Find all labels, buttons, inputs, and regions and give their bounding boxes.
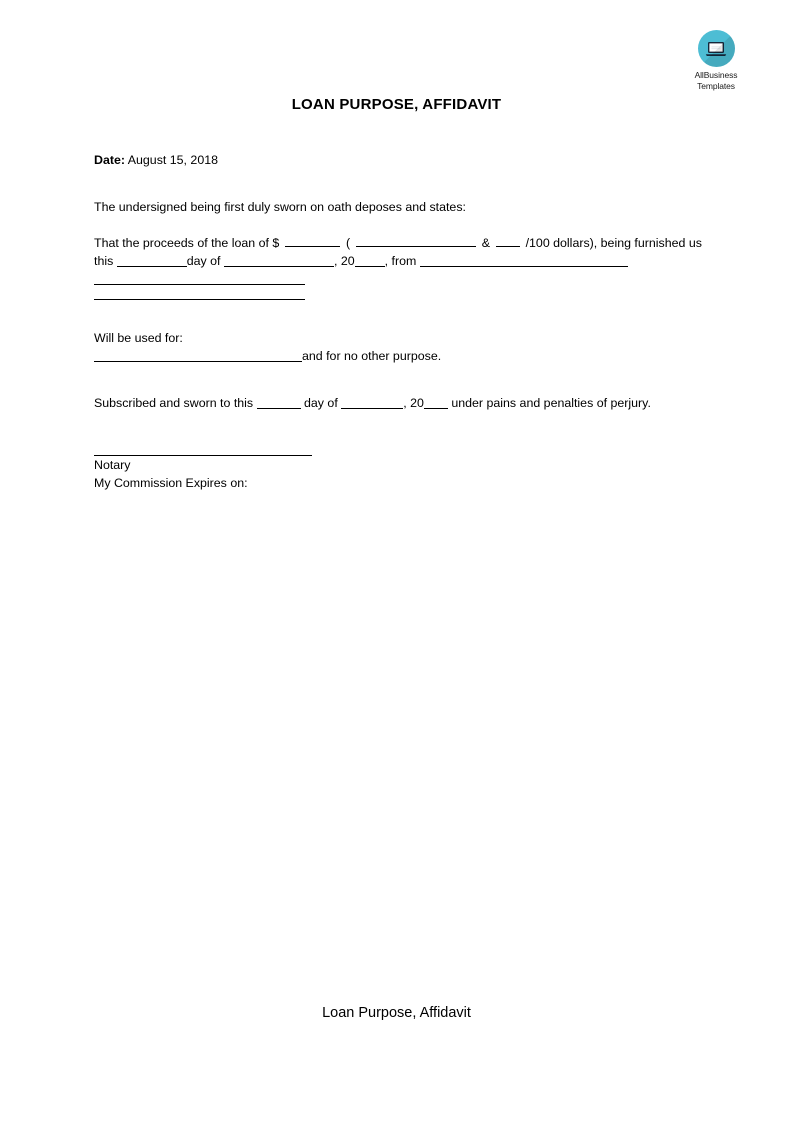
proceeds-seg5: this — [94, 254, 114, 268]
date-value: August 15, 2018 — [127, 153, 218, 167]
logo-wordmark — [680, 70, 752, 91]
subscribed-seg1: Subscribed and sworn to this — [94, 396, 254, 410]
will-be-used-label: Will be used for: — [94, 331, 183, 345]
proceeds-seg8: , from — [384, 254, 417, 268]
commission-expires-label: My Commission Expires on: — [94, 476, 248, 490]
lender-blank[interactable] — [420, 254, 628, 267]
day-blank[interactable] — [117, 254, 187, 267]
laptop-icon — [698, 30, 735, 67]
proceeds-line-1 — [94, 234, 702, 252]
date-line — [94, 151, 702, 169]
page-title: LOAN PURPOSE, AFFIDAVIT — [291, 96, 502, 113]
proceeds-line-2 — [94, 252, 702, 270]
lender-rule-1[interactable] — [94, 284, 305, 285]
proceeds-seg7: , 20 — [333, 254, 355, 268]
purpose-blank[interactable] — [94, 349, 302, 362]
allbusiness-templates-logo — [680, 30, 752, 91]
loan-amount-blank[interactable] — [285, 234, 340, 247]
subscribed-year-blank[interactable] — [424, 396, 448, 409]
no-other-purpose-text: and for no other purpose. — [302, 349, 442, 363]
logo-wordmark-line2: Templates — [697, 80, 735, 91]
notary-label: Notary — [94, 458, 131, 472]
proceeds-seg2: ( — [345, 236, 351, 250]
logo-wordmark-line1: AllBusiness — [694, 70, 738, 80]
sworn-intro-line: The undersigned being first duly sworn on oath deposes and states: — [94, 200, 466, 214]
loan-amount-words-blank[interactable] — [356, 234, 476, 247]
proceeds-seg1: That the proceeds of the loan of $ — [94, 236, 280, 250]
page-footer: Loan Purpose, Affidavit — [322, 1005, 471, 1021]
proceeds-seg6: day of — [186, 254, 221, 268]
proceeds-paragraph — [94, 234, 702, 300]
date-label: Date: — [94, 153, 125, 167]
subscribed-line — [94, 394, 702, 412]
subscribed-seg2: day of — [304, 396, 338, 410]
year-blank[interactable] — [355, 254, 385, 267]
subscribed-seg4: under pains and penalties of perjury. — [451, 396, 651, 410]
document-body — [94, 151, 702, 492]
subscribed-seg3: , 20 — [403, 396, 424, 410]
proceeds-seg3: & — [481, 236, 490, 250]
month-blank[interactable] — [224, 254, 334, 267]
subscribed-day-blank[interactable] — [257, 396, 301, 409]
cents-blank[interactable] — [496, 234, 520, 247]
logo-shadow — [698, 30, 735, 67]
subscribed-month-blank[interactable] — [341, 396, 403, 409]
purpose-line — [94, 347, 702, 365]
proceeds-seg4: /100 dollars), being furnished us — [525, 236, 702, 250]
